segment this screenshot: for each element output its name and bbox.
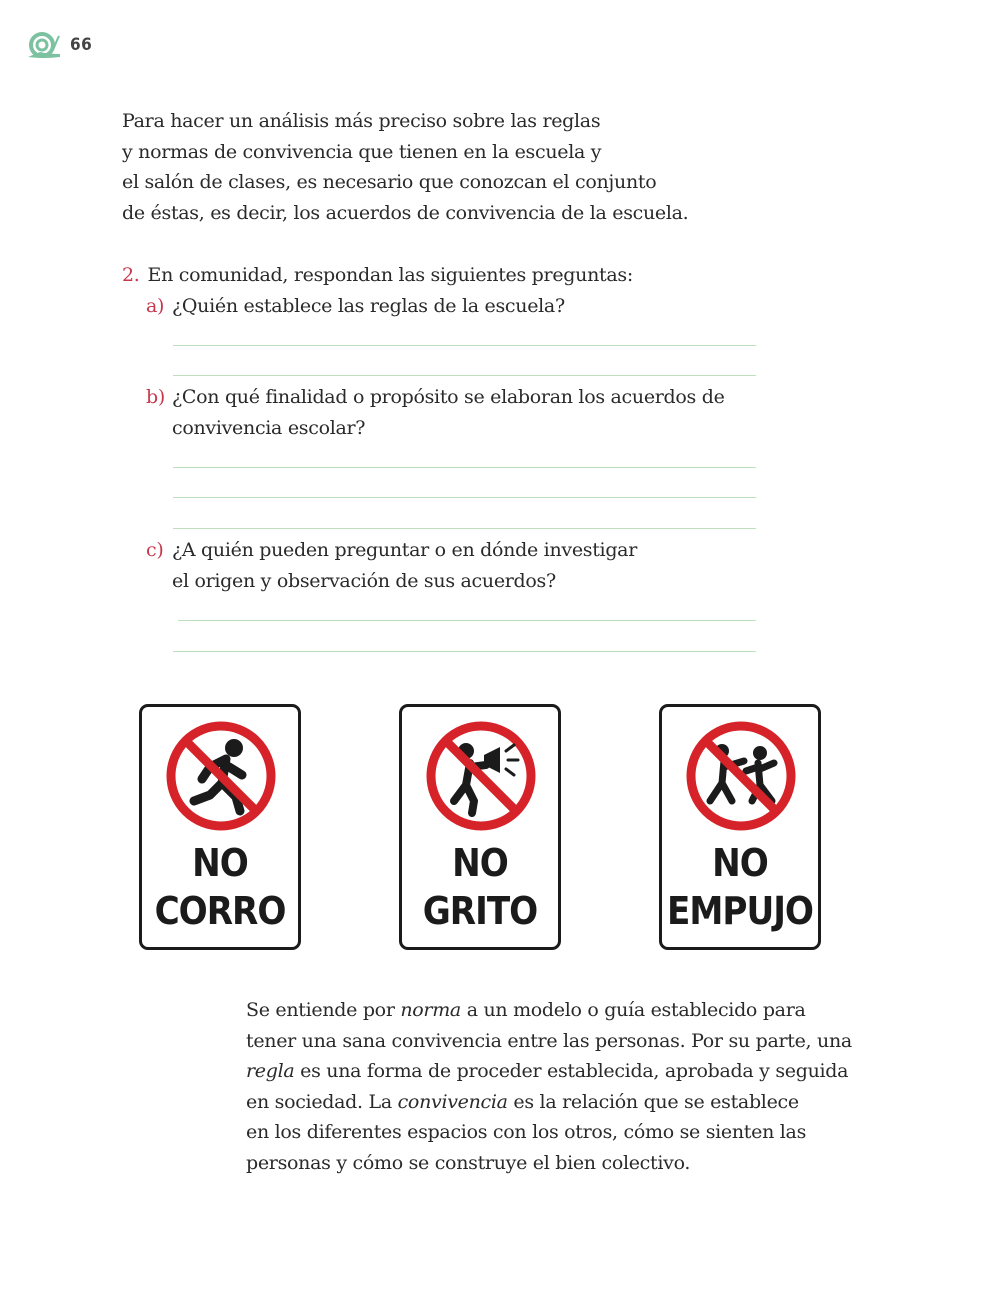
sign-line-1: NO: [712, 841, 768, 885]
no-shouting-icon: [426, 721, 536, 831]
question-letter: a): [146, 295, 165, 317]
snail-icon: [26, 30, 62, 60]
activity-2: [122, 260, 633, 291]
definition-line: [246, 995, 846, 1026]
sign-no-empujo: [659, 704, 821, 950]
question-letter: c): [146, 539, 164, 561]
definition-line: en los diferentes espacios con los otros, cómo se sienten las: [246, 1121, 807, 1144]
activity-heading: [122, 260, 633, 291]
answer-line[interactable]: [173, 467, 756, 468]
answer-line[interactable]: [173, 528, 756, 529]
definition-line: tener una sana convivencia entre las personas. Por su parte, una: [246, 1029, 852, 1052]
no-pushing-icon: [686, 721, 796, 831]
question-letter: b): [146, 386, 165, 408]
answer-line[interactable]: [173, 375, 756, 376]
term-convivencia: convivencia: [397, 1090, 508, 1113]
sign-line-1: NO: [192, 841, 248, 885]
definition-paragraph: [246, 995, 852, 1179]
question-a: [146, 291, 565, 322]
sign-line-2: EMPUJO: [667, 889, 813, 933]
no-running-icon: [166, 721, 276, 831]
answer-line[interactable]: [173, 497, 756, 498]
question-text: ¿Con qué finalidad o propósito se elaboran los acuerdos de: [172, 386, 725, 408]
sign-line-2: CORRO: [154, 889, 286, 933]
sign-label: [402, 839, 558, 935]
activity-number: 2.: [122, 264, 140, 286]
page-number: 66: [70, 35, 93, 55]
sign-no-corro: [139, 704, 301, 950]
activity-heading-text: En comunidad, respondan las siguientes preguntas:: [147, 264, 633, 286]
question-text: convivencia escolar?: [172, 416, 366, 439]
signs-row: [0, 704, 986, 956]
definition-line: [246, 1087, 846, 1118]
text-span: Se entiende por: [246, 999, 401, 1021]
question-text: ¿Quién establece las reglas de la escuela?: [172, 295, 565, 317]
text-span: es la relación que se establece: [507, 1090, 799, 1113]
intro-line: Para hacer un análisis más preciso sobre las reglas: [122, 110, 601, 132]
text-span: en sociedad. La: [246, 1090, 398, 1113]
text-span: es una forma de proceder establecida, aprobada y seguida: [294, 1060, 849, 1083]
term-regla: regla: [246, 1060, 295, 1083]
definition-line: personas y cómo se construye el bien colectivo.: [246, 1151, 691, 1174]
sign-label: [142, 839, 298, 935]
sign-no-grito: [399, 704, 561, 950]
answer-line[interactable]: [178, 620, 756, 621]
sign-line-2: GRITO: [422, 889, 538, 933]
intro-paragraph: [122, 106, 689, 228]
sign-line-1: NO: [452, 841, 508, 885]
answer-line[interactable]: [173, 651, 756, 652]
question-c: [146, 535, 637, 596]
question-text: ¿A quién pueden preguntar o en dónde investigar: [172, 539, 637, 561]
intro-line: y normas de convivencia que tienen en la escuela y: [122, 140, 602, 163]
answer-line[interactable]: [173, 345, 756, 346]
question-text: el origen y observación de sus acuerdos?: [172, 569, 556, 592]
sign-label: [662, 839, 818, 935]
definition-line: [246, 1056, 849, 1087]
text-span: a un modelo o guía establecido para: [460, 999, 806, 1021]
term-norma: norma: [400, 999, 461, 1021]
intro-line: de éstas, es decir, los acuerdos de convivencia de la escuela.: [122, 201, 689, 224]
question-b: [146, 382, 725, 443]
page-header: [26, 30, 92, 60]
intro-line: el salón de clases, es necesario que conozcan el conjunto: [122, 171, 657, 193]
